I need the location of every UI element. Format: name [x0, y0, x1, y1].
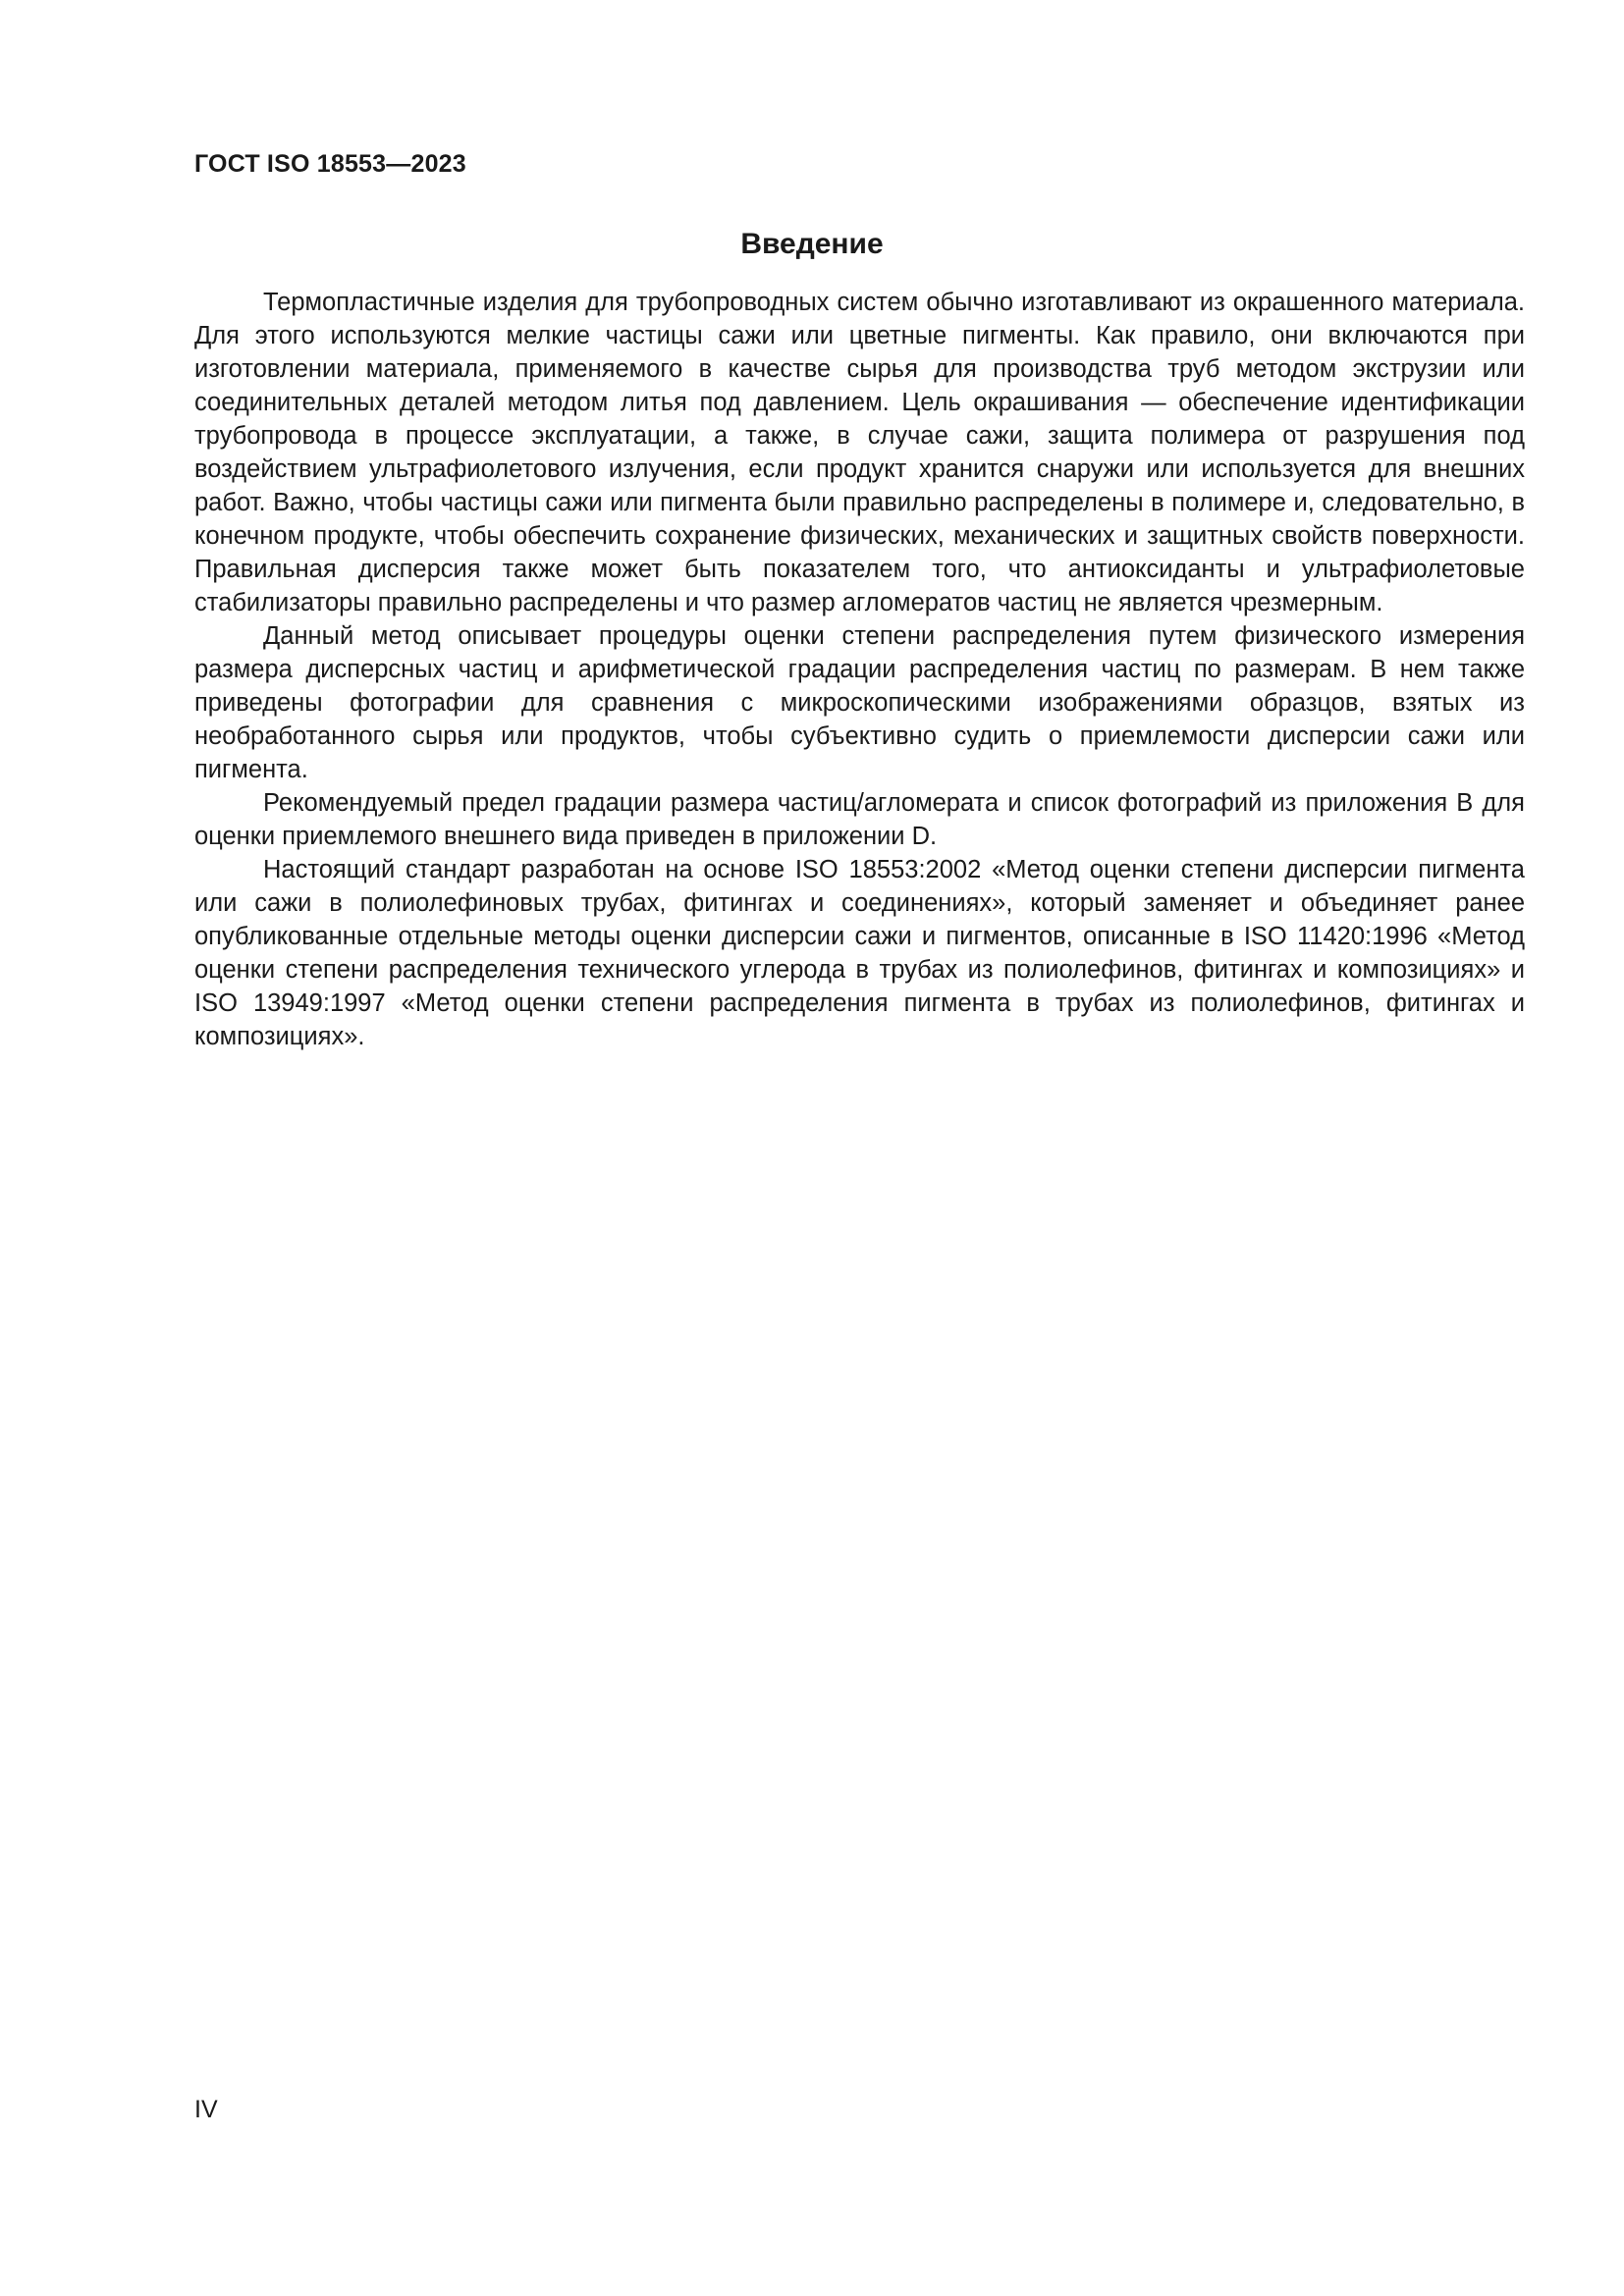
- paragraph-1: Термопластичные изделия для трубопроводных систем обычно изготавливают из окрашенного материала. Для этого используются мелкие частицы сажи или цветные пигменты. Как правило, они включаются при изготовлении материала, применяемого в качестве сырья для производства труб методом экструзии или соединительных деталей методом литья под давлением. Цель окрашивания — обеспечение идентификации трубопровода в процессе эксплуатации, а также, в случае сажи, защита полимера от разрушения под воздействием ультрафиолетового излучения, если продукт хранится снаружи или используется для внешних работ. Важно, чтобы частицы сажи или пигмента были правильно распределены в полимере и, следовательно, в конечном продукте, чтобы обеспечить сохранение физических, механических и защитных свойств поверхности. Правильная дисперсия также может быть показателем того, что антиоксиданты и ультрафиолетовые стабилизаторы правильно распределены и что размер агломератов частиц не является чрезмерным.: [194, 289, 1525, 616]
- introduction-body: [194, 286, 1525, 1053]
- paragraph-2: Данный метод описывает процедуры оценки степени распределения путем физического измерения размера дисперсных частиц и арифметической градации распределения частиц по размерам. В нем также приведены фотографии для сравнения с микроскопическими изображениями образцов, взятых из необработанного сырья или продуктов, чтобы субъективно судить о приемлемости дисперсии сажи или пигмента.: [194, 622, 1525, 783]
- page-number: IV: [194, 2096, 218, 2123]
- paragraph-4: Настоящий стандарт разработан на основе ISO 18553:2002 «Метод оценки степени дисперсии пигмента или сажи в полиолефиновых трубах, фитингах и соединениях», который заменяет и объединяет ранее опубликованные отдельные методы оценки дисперсии сажи и пигментов, описанные в ISO 11420:1996 «Метод оценки степени распределения технического углерода в трубах из полиолефинов, фитингах и композициях» и ISO 13949:1997 «Метод оценки степени распределения пигмента в трубах из полиолефинов, фитингах и композициях».: [194, 856, 1525, 1050]
- section-title: Введение: [740, 228, 884, 260]
- paragraph-3: Рекомендуемый предел градации размера частиц/агломерата и список фотографий из приложения В для оценки приемлемого внешнего вида приведен в приложении D.: [194, 789, 1525, 850]
- page-header: ГОСТ ISO 18553—2023: [194, 150, 466, 178]
